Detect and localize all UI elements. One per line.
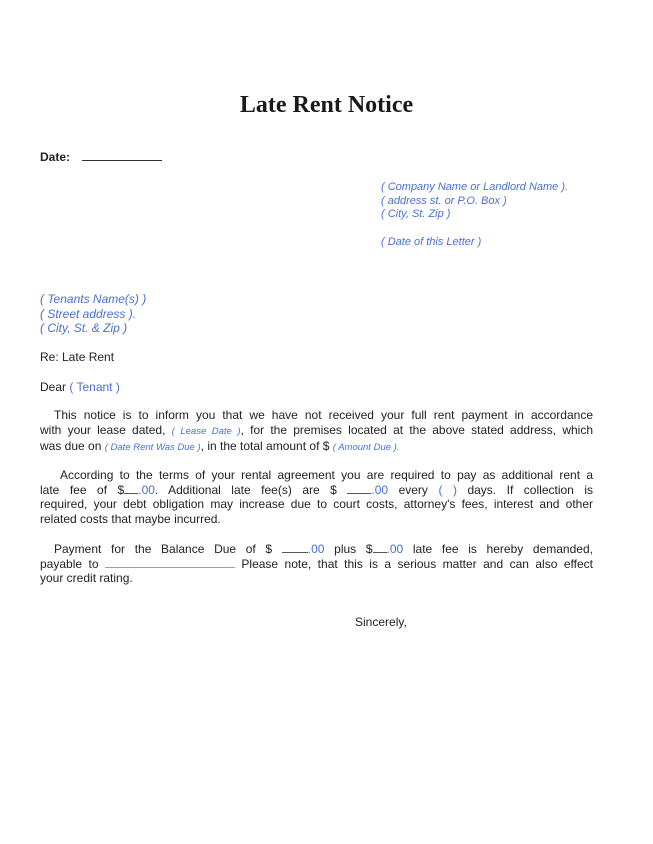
closing: Sincerely, (355, 615, 407, 629)
paragraph-notice (40, 408, 593, 456)
p2-line2-text-a: late fee of $ (40, 482, 125, 497)
p1-line2-text-a: with your lease dated, (40, 422, 166, 437)
balance-due-cents: .00 (307, 542, 325, 556)
date-blank (82, 150, 162, 161)
rent-due-date-placeholder: ( Date Rent Was Due ) (104, 442, 201, 453)
tenant-street: ( Street address ). (40, 306, 137, 321)
salutation-tenant: ( Tenant ) (69, 380, 120, 394)
days-placeholder: ( ) (438, 482, 457, 497)
subject-line: Re: Late Rent (40, 350, 115, 364)
late-fee-cents: .00 (138, 482, 155, 497)
lease-date-placeholder: ( Lease Date ) (171, 425, 241, 437)
additional-fee-cents: .00 (371, 482, 389, 497)
landlord-address-block (381, 181, 568, 222)
p3-line1-text-b: plus $ (334, 542, 373, 556)
p3-line1-text-a: Payment for the Balance Due of $ (54, 542, 273, 556)
p2-line2 (40, 483, 593, 498)
p2-line4: related costs that maybe incurred. (40, 511, 221, 526)
p3-line1-text-c: late fee is hereby demanded, (412, 542, 593, 556)
salutation (40, 380, 120, 394)
landlord-name: ( Company Name or Landlord Name ). (381, 181, 569, 193)
tenant-city: ( City, St. & Zip ) (40, 321, 128, 335)
p2-line3: required, your debt obligation may increase due to court costs, attorney's fees, interest and other (40, 497, 593, 511)
additional-fee-blank (347, 493, 371, 494)
p2-line1: According to the terms of your rental agreement you are required to pay as additional rent a (60, 468, 593, 482)
p2-line2-text-d: days. If collection is (467, 482, 594, 497)
p3-line2-text-a: payable to (40, 556, 99, 571)
p1-line1: This notice is to inform you that we have not received your full rent payment in accordance (54, 408, 593, 422)
p3-line3: your credit rating. (40, 571, 133, 585)
date-label: Date: (40, 150, 71, 164)
payable-to-blank (105, 567, 235, 568)
balance-due-blank (282, 552, 308, 553)
paragraph-payment-demand (40, 542, 593, 586)
landlord-address: ( address st. or P.O. Box ) (381, 194, 507, 207)
p2-line2-text-c: every (398, 482, 428, 497)
date-field (40, 150, 162, 164)
salutation-dear: Dear (40, 380, 67, 394)
late-fee-blank (124, 493, 138, 494)
p1-line3-text-b: , in the total amount of $ (200, 439, 330, 453)
amount-due-placeholder: ( Amount Due ). (332, 442, 400, 453)
landlord-city: ( City, St. Zip ) (381, 208, 451, 220)
paragraph-late-fee (40, 468, 593, 526)
p1-line2-text-b: , for the premises located at the above stated address, which (240, 422, 593, 437)
p3-line1 (40, 542, 593, 557)
p1-line2 (40, 423, 593, 440)
p3-line2 (40, 557, 593, 572)
p1-line3 (40, 439, 593, 456)
p2-line2-text-b: . Additional late fee(s) are $ (154, 482, 337, 497)
letter-date: ( Date of this Letter ) (381, 236, 482, 248)
late-fee-plus-cents: .00 (386, 542, 404, 556)
late-fee-plus-blank (373, 552, 387, 553)
p1-line3-text-a: was due on (40, 439, 102, 453)
tenant-address-block (40, 292, 146, 336)
tenant-names: ( Tenants Name(s) ) (40, 292, 147, 306)
document-title: Late Rent Notice (239, 92, 414, 118)
p3-line2-text-b: Please note, that this is a serious matter and can also effect (241, 556, 593, 571)
